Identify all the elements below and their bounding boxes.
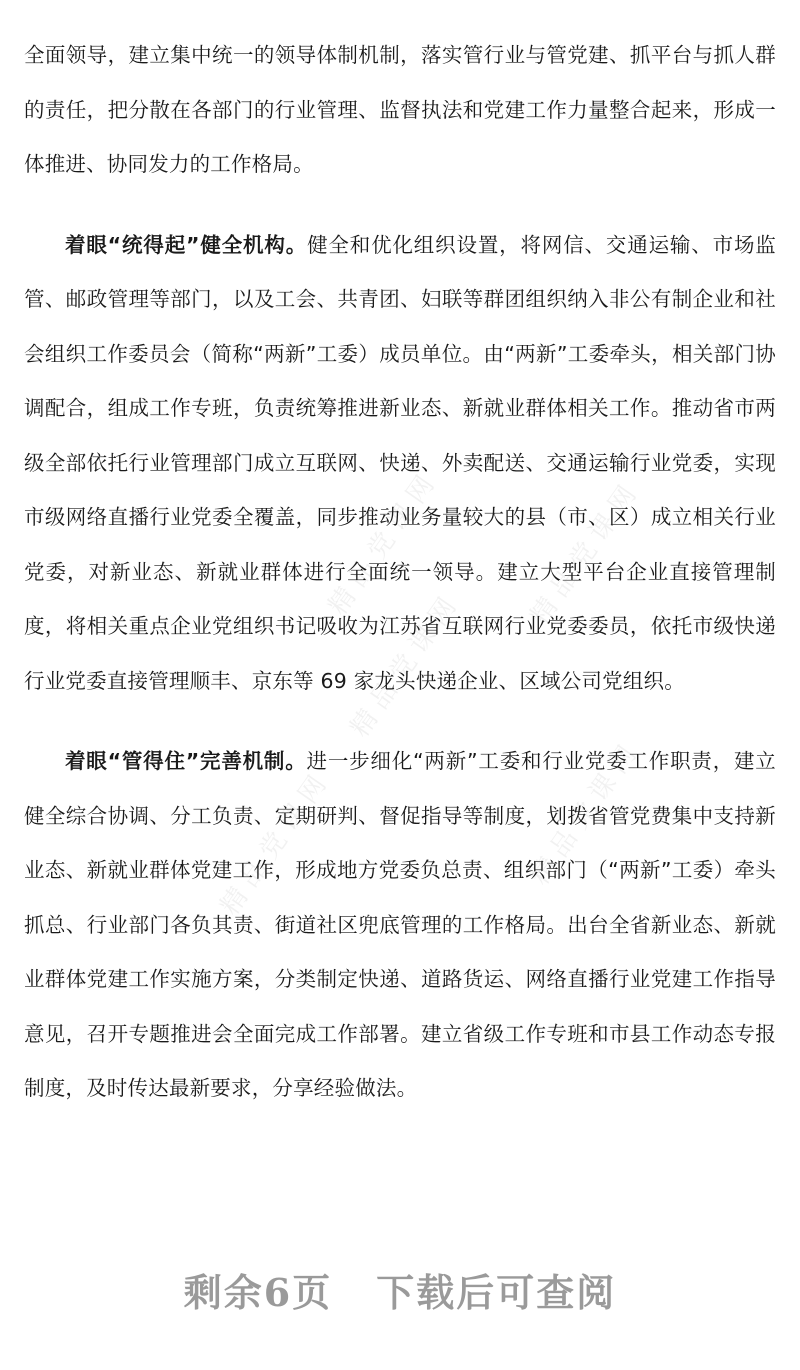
- download-to-read-label: 下载后可查阅: [376, 1270, 617, 1315]
- document-body: [24, 28, 776, 1116]
- download-prompt-text[interactable]: [184, 1262, 616, 1317]
- watermark-text: 精品党课网: [214, 764, 338, 921]
- paragraph-lead: 着眼“管得住”完善机制。: [65, 749, 307, 773]
- watermark-text: 精品党课网: [524, 734, 648, 891]
- download-prompt[interactable]: [0, 1262, 800, 1317]
- paragraph-text: 健全和优化组织设置，将网信、交通运输、市场监管、邮政管理等部门，以及工会、共青团、妇联等群团组织纳入非公有制企业和社会组织工作委员会（简称“两新”工委）成员单位。由“两新”工委牵头，相关部门协调配合，组成工作专班，负责统筹推进新业态、新就业群体相关工作。推动省市两级全部依托行业管理部门成立互联网、快递、外卖配送、交通运输行业党委，实现市级网络直播行业党委全覆盖，同步推动业务量较大的县（市、区）成立相关行业党委，对新业态、新就业群体进行全面统一领导。建立大型平台企业直接管理制度，将相关重点企业党组织书记吸收为江苏省互联网行业党委委员，依托市级快递行业党委直接管理顺丰、京东等 69 家龙头快递企业、区域公司党组织。: [24, 232, 776, 693]
- remaining-pages-label: 剩余6页: [183, 1270, 333, 1315]
- paragraph-lead: 着眼“统得起”健全机构。: [65, 232, 308, 257]
- watermark-text: 精品党课网: [344, 586, 468, 743]
- paragraph-text: 进一步细化“两新”工委和行业党委工作职责，建立健全综合协调、分工负责、定期研判、督促指导等制度，划拨省管党费集中支持新业态、新就业群体党建工作，形成地方党委负总责、组织部门（“两新”工委）牵头抓总、行业部门各负其责、街道社区兜底管理的工作格局。出台全省新业态、新就业群体党建工作实施方案，分类制定快递、道路货运、网络直播行业党建工作指导意见，召开专题推进会全面完成工作部署。建立省级工作专班和市县工作动态专报制度，及时传达最新要求，分享经验做法。: [24, 749, 776, 1100]
- paragraph-continued: [24, 28, 776, 192]
- watermark-text: 精品党课网: [524, 474, 648, 631]
- watermark-text: 精品党课网: [322, 464, 446, 621]
- paragraph-text: 全面领导，建立集中统一的领导体制机制，落实管行业与管党建、抓平台与抓人群的责任，把分散在各部门的行业管理、监督执法和党建工作力量整合起来，形成一体推进、协同发力的工作格局。: [24, 43, 776, 176]
- paragraph-organization: [24, 218, 776, 709]
- paragraph-mechanism: [24, 734, 776, 1116]
